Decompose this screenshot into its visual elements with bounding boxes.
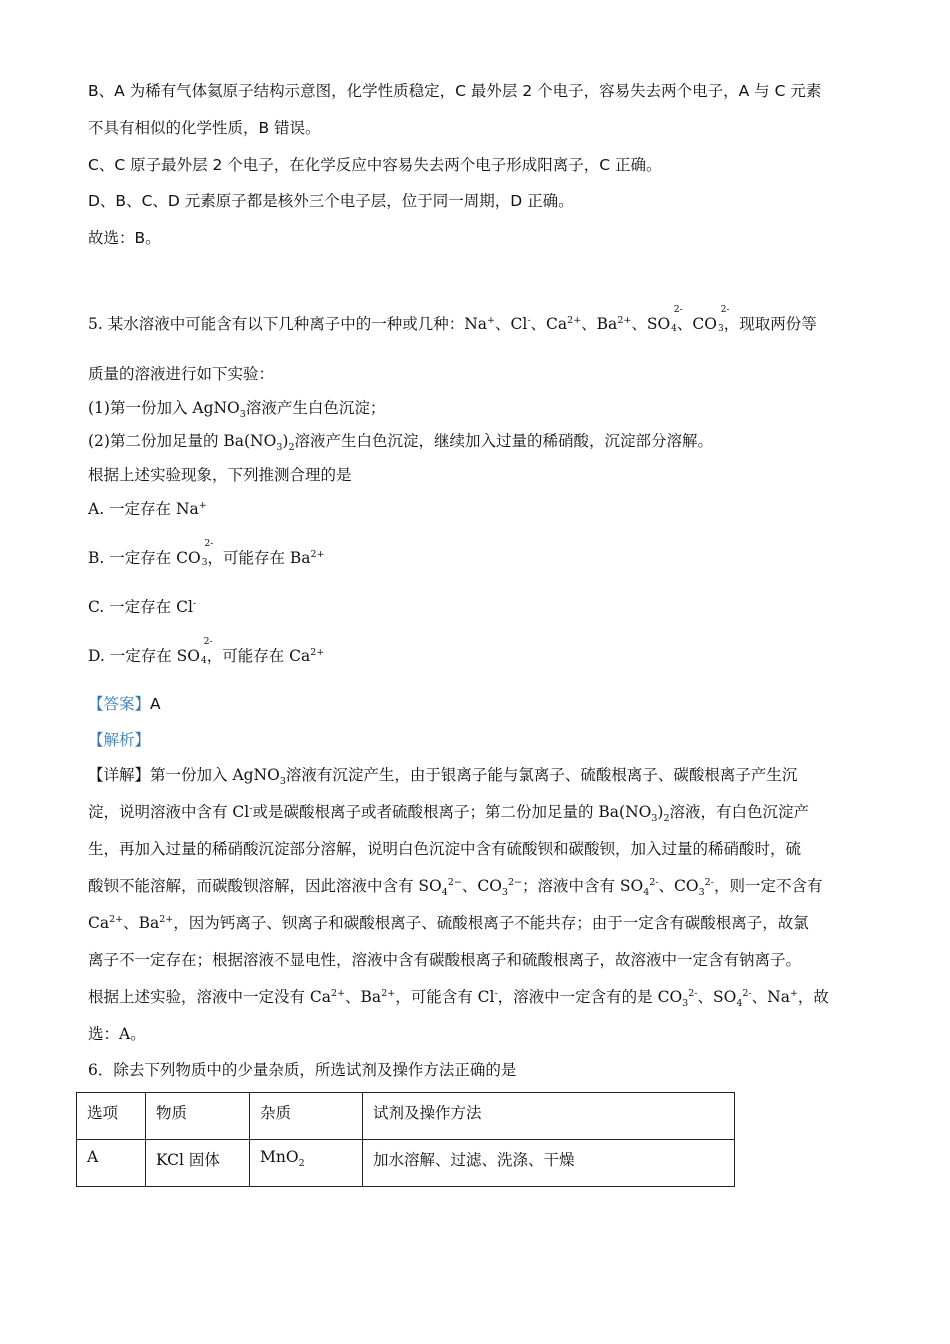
charge: - bbox=[249, 802, 253, 814]
charge: 2- bbox=[742, 987, 752, 999]
option-text: ，可能存在 Ca bbox=[206, 647, 311, 665]
explain-text: 第一份加入 AgNO bbox=[150, 766, 280, 784]
q5-stem-text: 、Ba bbox=[581, 315, 618, 333]
charge: - bbox=[527, 314, 531, 326]
q5-explain-line6: 离子不一定存在；根据溶液不显电性，溶液中含有碳酸根离子和硫酸根离子，故溶液中一定含有钠离子。 bbox=[88, 951, 802, 969]
explain-text: ，可能含有 Cl bbox=[395, 988, 495, 1006]
charge: 2- bbox=[649, 876, 659, 888]
charge: + bbox=[198, 499, 207, 511]
q5-experiment-2 bbox=[88, 429, 713, 453]
explain-text: 、Ba bbox=[123, 914, 160, 932]
subscript: 3 bbox=[276, 442, 283, 454]
answer-value: A bbox=[150, 695, 161, 713]
cell-substance: KCl 固体 bbox=[146, 1140, 250, 1187]
explain-text: Ca bbox=[88, 914, 110, 932]
explain-text: 、Ba bbox=[345, 988, 382, 1006]
charge: 2- bbox=[720, 305, 730, 315]
table-header-row bbox=[77, 1093, 735, 1140]
q5-explain-line7 bbox=[88, 985, 829, 1009]
impurity-text: MnO bbox=[260, 1148, 299, 1166]
subscript: 3 bbox=[501, 887, 508, 899]
ion-co3 bbox=[717, 305, 730, 341]
q5-explain-line8: 选：A。 bbox=[88, 1025, 146, 1043]
charge: 2+ bbox=[159, 913, 174, 925]
subscript: 4 bbox=[200, 656, 207, 666]
charge: 2+ bbox=[310, 548, 325, 560]
charge: 2+ bbox=[381, 987, 396, 999]
subscript: 3 bbox=[698, 887, 705, 899]
subscript: 3 bbox=[239, 409, 246, 421]
subscript: 3 bbox=[651, 813, 658, 825]
charge: + bbox=[487, 314, 495, 326]
table-row bbox=[77, 1140, 735, 1187]
option-text: C. 一定存在 Cl bbox=[88, 598, 193, 616]
paren: ) bbox=[282, 432, 289, 450]
detail-label: 【详解】 bbox=[88, 766, 151, 784]
subscript: 4 bbox=[441, 887, 448, 899]
subscript: 2 bbox=[288, 442, 295, 454]
q5-analysis-label: 【解析】 bbox=[88, 731, 151, 749]
charge: + bbox=[789, 987, 798, 999]
ion-co3 bbox=[201, 539, 214, 575]
q5-explain-line5 bbox=[88, 911, 809, 935]
charge: 2- bbox=[204, 539, 214, 549]
paren: ) bbox=[657, 803, 664, 821]
q5-explain-line4 bbox=[88, 874, 822, 898]
exp-text: 溶液产生白色沉淀； bbox=[245, 399, 386, 417]
subscript: 3 bbox=[717, 324, 724, 334]
explain-text: ，则一定不含有 bbox=[713, 877, 823, 895]
q5-option-c bbox=[88, 595, 196, 619]
prev-option-c: C、C 原子最外层 2 个电子，在化学反应中容易失去两个电子形成阳离子，C 正确。 bbox=[88, 156, 662, 174]
subscript: 3 bbox=[279, 776, 286, 788]
q5-stem-line1 bbox=[88, 305, 817, 341]
subscript: 3 bbox=[682, 998, 689, 1010]
q6-options-table bbox=[76, 1092, 735, 1187]
header-substance: 物质 bbox=[146, 1093, 250, 1140]
q5-stem-text: 、Cl bbox=[495, 315, 528, 333]
q5-explain-line3: 生，再加入过量的稀硝酸沉淀部分溶解，说明白色沉淀中含有硫酸钡和碳酸钡，加入过量的稀硝酸时，硫 bbox=[88, 840, 802, 858]
q5-stem-text: ，现取两份等 bbox=[723, 315, 817, 333]
q5-option-a bbox=[88, 497, 207, 521]
explain-text: 淀，说明溶液中含有 Cl bbox=[88, 803, 250, 821]
option-text: ，可能存在 Ba bbox=[207, 549, 311, 567]
cell-option: A bbox=[77, 1140, 146, 1187]
q5-stem-text: 、Ca bbox=[530, 315, 568, 333]
charge: 2- bbox=[704, 876, 714, 888]
answer-label: 【答案】 bbox=[88, 695, 151, 713]
prev-option-b-line2: 不具有相似的化学性质，B 错误。 bbox=[88, 119, 321, 137]
explain-text: 、SO bbox=[697, 988, 737, 1006]
explain-text: 溶液有沉淀产生，由于银离子能与氯离子、硫酸根离子、碳酸根离子产生沉 bbox=[285, 766, 798, 784]
explain-text: 或是碳酸根离子或者硫酸根离子；第二份加足量的 Ba(NO bbox=[252, 803, 652, 821]
cell-impurity bbox=[250, 1140, 363, 1187]
q5-ask: 根据上述实验现象，下列推测合理的是 bbox=[88, 466, 352, 484]
subscript: 2 bbox=[663, 813, 670, 825]
option-text: A. 一定存在 Na bbox=[88, 500, 199, 518]
q5-stem-text: 、SO bbox=[631, 315, 671, 333]
q5-answer bbox=[88, 692, 161, 716]
charge: 2+ bbox=[617, 314, 632, 326]
q5-stem-text: 5. 某水溶液中可能含有以下几种离子中的一种或几种：Na bbox=[88, 315, 488, 333]
q5-stem-line2: 质量的溶液进行如下实验： bbox=[88, 365, 275, 383]
subscript: 3 bbox=[201, 558, 208, 568]
charge: 2- bbox=[688, 987, 698, 999]
prev-option-b-line1: B、A 为稀有气体氦原子结构示意图，化学性质稳定，C 最外层 2 个电子，容易失去两个电子，A 与 C 元素 bbox=[88, 82, 822, 100]
charge: - bbox=[494, 987, 498, 999]
charge: 2- bbox=[673, 305, 683, 315]
ion-so4 bbox=[200, 637, 213, 673]
header-method: 试剂及操作方法 bbox=[363, 1093, 735, 1140]
prev-answer: 故选：B。 bbox=[88, 229, 161, 247]
explain-text: 、Na bbox=[751, 988, 790, 1006]
header-impurity: 杂质 bbox=[250, 1093, 363, 1140]
exp-text: 溶液产生白色沉淀，继续加入过量的稀硝酸，沉淀部分溶解。 bbox=[294, 432, 714, 450]
explain-text: 、CO bbox=[461, 877, 502, 895]
subscript: 4 bbox=[643, 887, 650, 899]
q5-experiment-1 bbox=[88, 396, 385, 420]
exp-text: (1)第一份加入 AgNO bbox=[88, 399, 240, 417]
q6-stem: 6．除去下列物质中的少量杂质，所选试剂及操作方法正确的是 bbox=[88, 1061, 517, 1079]
option-text: D. 一定存在 SO bbox=[88, 647, 200, 665]
q5-stem-text: 、CO bbox=[676, 315, 717, 333]
header-option: 选项 bbox=[77, 1093, 146, 1140]
explain-text: 、CO bbox=[658, 877, 699, 895]
charge: 2+ bbox=[567, 314, 582, 326]
explain-text: 酸钡不能溶解，而碳酸钡溶解，因此溶液中含有 SO bbox=[88, 877, 442, 895]
explain-text: 溶液，有白色沉淀产 bbox=[669, 803, 810, 821]
explain-text: ，故 bbox=[797, 988, 829, 1006]
q5-option-d bbox=[88, 637, 325, 673]
prev-option-d: D、B、C、D 元素原子都是核外三个电子层，位于同一周期，D 正确。 bbox=[88, 192, 574, 210]
charge: 2− bbox=[447, 876, 462, 888]
charge: 2+ bbox=[109, 913, 124, 925]
exp-text: (2)第二份加足量的 Ba(NO bbox=[88, 432, 277, 450]
cell-method: 加水溶解、过滤、洗涤、干燥 bbox=[363, 1140, 735, 1187]
q5-explain-line1 bbox=[88, 763, 797, 787]
charge: 2+ bbox=[331, 987, 346, 999]
subscript: 4 bbox=[736, 998, 743, 1010]
option-text: B. 一定存在 CO bbox=[88, 549, 201, 567]
explain-text: ，溶液中一定含有的是 CO bbox=[497, 988, 683, 1006]
q5-explain-line2 bbox=[88, 800, 809, 824]
charge: 2− bbox=[507, 876, 522, 888]
subscript: 2 bbox=[298, 1158, 305, 1170]
explain-text: ，因为钙离子、钡离子和碳酸根离子、硫酸根离子不能共存；由于一定含有碳酸根离子，故氯 bbox=[173, 914, 809, 932]
ion-so4 bbox=[670, 305, 683, 341]
charge: 2+ bbox=[310, 646, 325, 658]
explain-text: ；溶液中含有 SO bbox=[521, 877, 644, 895]
explain-text: 根据上述实验，溶液中一定没有 Ca bbox=[88, 988, 332, 1006]
q5-option-b bbox=[88, 539, 325, 575]
charge: - bbox=[192, 597, 197, 609]
subscript: 4 bbox=[671, 324, 677, 334]
charge: 2- bbox=[203, 637, 213, 647]
